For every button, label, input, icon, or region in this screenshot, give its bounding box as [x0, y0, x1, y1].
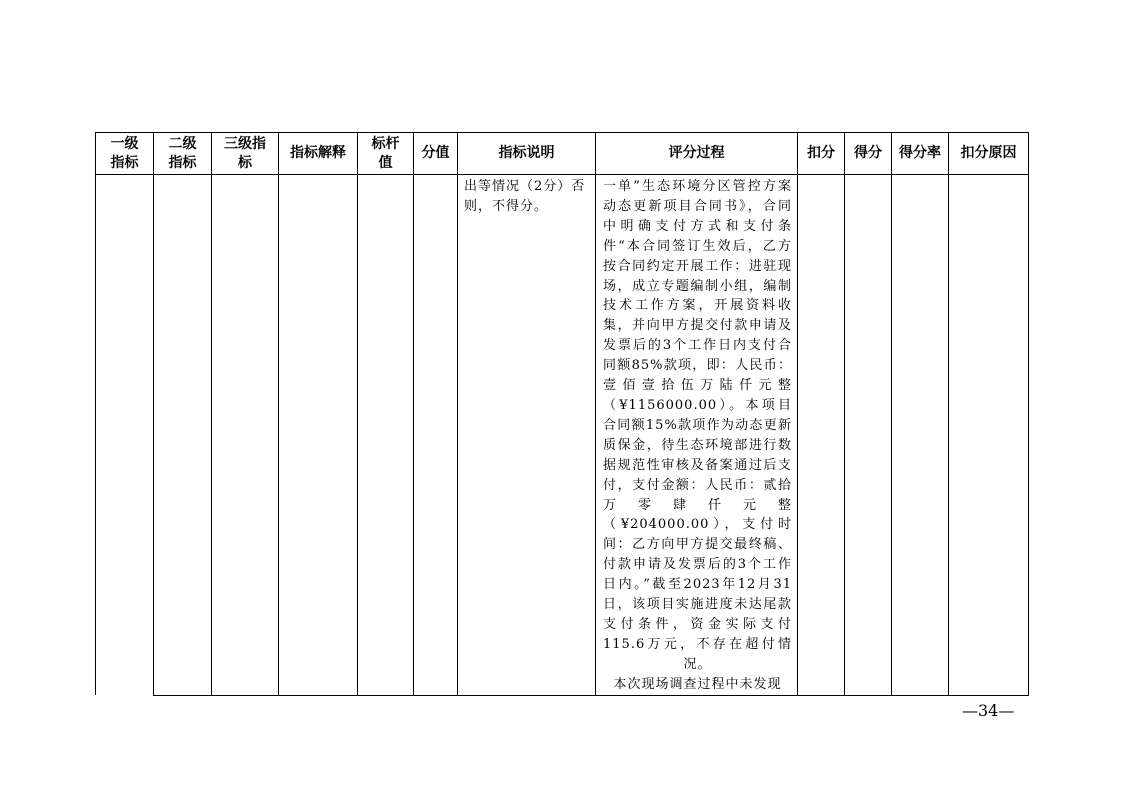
header-row	[96, 133, 1029, 175]
cell-level3	[212, 175, 279, 696]
header-deduction-reason: 扣分原因	[949, 133, 1029, 175]
header-level3: 三级指 标	[212, 133, 279, 175]
scoring-process-paragraph: 一单”生态环境分区管控方案动态更新项目合同书》，合同中明确支付方式和支付条件“本合同签订生效后，乙方按合同约定开展工作：进驻现场，成立专题编制小组，编制技术工作方案，开展资料收集，并向甲方提交付款申请及发票后的3个工作日内支付合同额85%款项，即：人民币：壹佰壹拾伍万陆仟元整（¥1156000.00）。本项目合同额15%款项作为动态更新质保金，待生态环境部进行数据规范性审核及备案通过后支付，支付金额：人民币：贰拾万零肆仟元整（¥204000.00），支付时间：乙方向甲方提交最终稿、付款申请及发票后的3个工作日内。”截至2023年12月31日，该项目实施进度未达尾款支付条件，资金实际支付115.6万元，不存在超付情况。	[603, 179, 792, 672]
indicator-note-text: 出等情况（2分）否则，不得分。	[464, 179, 586, 214]
cell-level1	[96, 175, 154, 696]
header-indicator-note: 指标说明	[458, 133, 596, 175]
header-level1: 一级 指标	[96, 133, 154, 175]
cell-deduction	[798, 175, 845, 696]
cell-score-rate	[892, 175, 949, 696]
cell-score-value	[414, 175, 458, 696]
header-level2: 二级 指标	[154, 133, 212, 175]
header-score-rate: 得分率	[892, 133, 949, 175]
cell-indicator-note	[458, 175, 596, 696]
cell-explanation	[279, 175, 358, 696]
cell-deduction-reason	[949, 175, 1029, 696]
header-deduction: 扣分	[798, 133, 845, 175]
scoring-process-text	[596, 175, 797, 695]
cell-scoring-process	[596, 175, 798, 696]
scoring-process-paragraph: 本次现场调查过程中未发现	[613, 676, 782, 692]
cell-benchmark	[358, 175, 414, 696]
cell-level2	[154, 175, 212, 696]
header-scoring-process: 评分过程	[596, 133, 798, 175]
header-score-value: 分值	[414, 133, 458, 175]
cell-score	[845, 175, 892, 696]
header-score: 得分	[845, 133, 892, 175]
page-number: —34—	[962, 701, 1015, 720]
evaluation-table	[95, 132, 1029, 696]
header-explanation: 指标解释	[279, 133, 358, 175]
header-benchmark: 标杆 值	[358, 133, 414, 175]
table-row	[96, 175, 1029, 696]
